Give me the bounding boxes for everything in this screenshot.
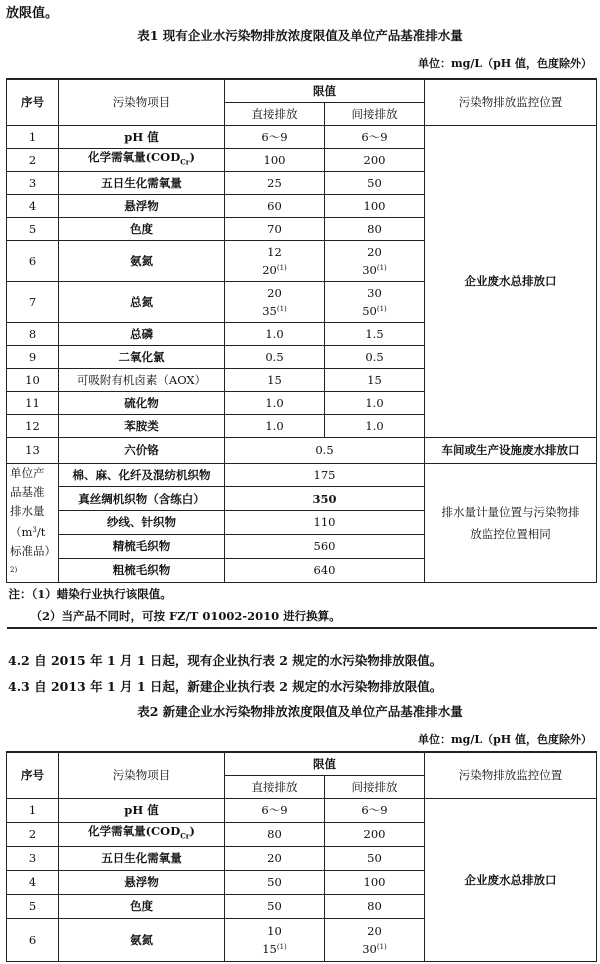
row-item: 纱线、针织物 — [59, 511, 225, 535]
row-indirect: 15 — [325, 368, 425, 391]
header-direct: 直接排放 — [225, 775, 325, 798]
row-item: 真丝绸机织物（含练白） — [59, 487, 225, 511]
row-direct: 1.0 — [225, 414, 325, 437]
clause-4-3: 4.3 自 2013 年 1 月 1 日起，新建企业执行表 2 规定的水污染物排放限值。 — [8, 679, 443, 694]
row-indirect: 30 50$^{(1)}$ — [325, 281, 425, 322]
row-seq: 1 — [7, 798, 59, 822]
header-limit: 限值 — [225, 752, 425, 775]
row-indirect: 200 — [325, 148, 425, 171]
row-seq: 8 — [7, 322, 59, 345]
row-indirect: 1.0 — [325, 391, 425, 414]
row-item: pH 值 — [59, 125, 225, 148]
row-indirect: 6～9 — [325, 798, 425, 822]
row-direct: 80 — [225, 822, 325, 846]
row-value: 640 — [225, 558, 425, 582]
row-item: 苯胺类 — [59, 414, 225, 437]
table1-unit: 单位：mg/L（pH 值，色度除外） — [418, 57, 592, 70]
clause-4-2: 4.2 自 2015 年 1 月 1 日起，现有企业执行表 2 规定的水污染物排放限值。 — [8, 653, 443, 668]
row-seq: 11 — [7, 391, 59, 414]
row-seq: 10 — [7, 368, 59, 391]
row-item: 色度 — [59, 217, 225, 240]
row-seq: 4 — [7, 870, 59, 894]
table-row — [7, 463, 597, 487]
row-seq: 6 — [7, 918, 59, 961]
row-item: 五日生化需氧量 — [59, 846, 225, 870]
row-value: 110 — [225, 511, 425, 535]
row-seq: 5 — [7, 217, 59, 240]
note-1: 注：（1）蜡染行业执行该限值。 — [8, 586, 172, 601]
row-seq: 3 — [7, 846, 59, 870]
row-value: 560 — [225, 534, 425, 558]
row-seq: 6 — [7, 240, 59, 281]
row-indirect: 200 — [325, 822, 425, 846]
row-direct: 50 — [225, 870, 325, 894]
row-direct: 0.5 — [225, 345, 325, 368]
header-indirect: 间接排放 — [325, 775, 425, 798]
row-indirect: 20 30$^{(1)}$ — [325, 240, 425, 281]
row-item: 精梳毛织物 — [59, 534, 225, 558]
row-item: 化学需氧量$(COD_{Cr})$ — [59, 822, 225, 846]
header-location: 污染物排放监控位置 — [425, 79, 597, 125]
row-value: 0.5 — [225, 437, 425, 463]
row-item: 可吸附有机卤素（AOX） — [59, 368, 225, 391]
row-direct: 25 — [225, 171, 325, 194]
table-notes — [7, 582, 597, 628]
row-indirect: 6～9 — [325, 125, 425, 148]
header-seq: 序号 — [7, 79, 59, 125]
table2 — [6, 751, 597, 962]
row-item: 总氮 — [59, 281, 225, 322]
row-indirect: 80 — [325, 217, 425, 240]
table2-unit: 单位：mg/L（pH 值，色度除外） — [418, 733, 592, 746]
row-direct: 70 — [225, 217, 325, 240]
row-seq: 2 — [7, 148, 59, 171]
row-item: 六价铬 — [59, 437, 225, 463]
row-seq: 12 — [7, 414, 59, 437]
header-limit: 限值 — [225, 79, 425, 102]
row-value: 175 — [225, 463, 425, 487]
row-item: 粗梳毛织物 — [59, 558, 225, 582]
header-direct: 直接排放 — [225, 102, 325, 125]
row-indirect: 1.5 — [325, 322, 425, 345]
row-indirect: 80 — [325, 894, 425, 918]
table-row — [7, 125, 597, 148]
row-item: 总磷 — [59, 322, 225, 345]
row-direct: 20 — [225, 846, 325, 870]
row-seq: 9 — [7, 345, 59, 368]
row-item: 二氧化氯 — [59, 345, 225, 368]
row-direct: 6～9 — [225, 125, 325, 148]
row-direct: 60 — [225, 194, 325, 217]
row-direct: 6～9 — [225, 798, 325, 822]
row-item: 氨氮 — [59, 240, 225, 281]
row-location: 车间或生产设施废水排放口 — [425, 437, 597, 463]
table-row — [7, 798, 597, 822]
row-value: 350 — [225, 487, 425, 511]
header-location: 污染物排放监控位置 — [425, 752, 597, 798]
table1-caption: 表1 现有企业水污染物排放浓度限值及单位产品基准排水量 — [137, 28, 463, 43]
row-item: 悬浮物 — [59, 870, 225, 894]
row-item: pH 值 — [59, 798, 225, 822]
row-item: 化学需氧量$(COD_{Cr})$ — [59, 148, 225, 171]
row-indirect: 50 — [325, 846, 425, 870]
row-indirect: 100 — [325, 194, 425, 217]
table1 — [6, 78, 597, 629]
row-direct: 12 20$^{(1)}$ — [225, 240, 325, 281]
row-direct: 50 — [225, 894, 325, 918]
header-seq: 序号 — [7, 752, 59, 798]
table-row — [7, 437, 597, 463]
row-item: 氨氮 — [59, 918, 225, 961]
row-item: 悬浮物 — [59, 194, 225, 217]
row-indirect: 0.5 — [325, 345, 425, 368]
row-seq: 7 — [7, 281, 59, 322]
base-location: 排水量计量位置与污染物排放监控位置相同 — [425, 463, 597, 582]
row-direct: 1.0 — [225, 391, 325, 414]
row-seq: 4 — [7, 194, 59, 217]
row-item: 棉、麻、化纤及混纺机织物 — [59, 463, 225, 487]
row-seq: 5 — [7, 894, 59, 918]
note-2: （2）当产品不同时，可按 FZ/T 01002-2010 进行换算。 — [30, 608, 341, 623]
row-indirect: 100 — [325, 870, 425, 894]
header-item: 污染物项目 — [59, 752, 225, 798]
intro-text: 放限值。 — [6, 6, 59, 21]
location-main: 企业废水总排放口 — [425, 798, 597, 961]
row-direct: 1.0 — [225, 322, 325, 345]
table2-caption: 表2 新建企业水污染物排放浓度限值及单位产品基准排水量 — [137, 704, 463, 719]
row-seq: 1 — [7, 125, 59, 148]
row-direct: 15 — [225, 368, 325, 391]
row-indirect: 50 — [325, 171, 425, 194]
row-item: 色度 — [59, 894, 225, 918]
header-item: 污染物项目 — [59, 79, 225, 125]
row-seq: 13 — [7, 437, 59, 463]
row-indirect: 20 30$^{(1)}$ — [325, 918, 425, 961]
row-direct: 100 — [225, 148, 325, 171]
row-seq: 2 — [7, 822, 59, 846]
location-main: 企业废水总排放口 — [425, 125, 597, 437]
row-seq: 3 — [7, 171, 59, 194]
base-label: 单位产品基准排水量（$m^3/t$标准品）$^{2)}$ — [7, 463, 59, 582]
row-direct: 20 35$^{(1)}$ — [225, 281, 325, 322]
row-indirect: 1.0 — [325, 414, 425, 437]
row-item: 硫化物 — [59, 391, 225, 414]
header-indirect: 间接排放 — [325, 102, 425, 125]
row-direct: 10 15$^{(1)}$ — [225, 918, 325, 961]
row-item: 五日生化需氧量 — [59, 171, 225, 194]
